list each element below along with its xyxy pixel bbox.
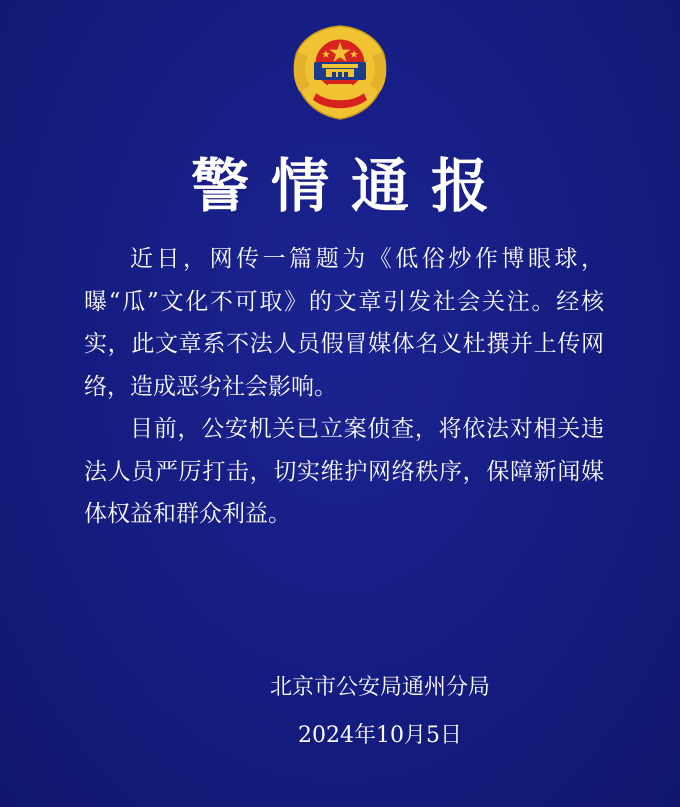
notice-paragraph-2: 目前，公安机关已立案侦查，将依法对相关违法人员严厉打击，切实维护网络秩序，保障新闻媒体权益和群众利益。 <box>84 416 604 527</box>
issue-date: 2024年10月5日 <box>298 723 462 748</box>
notice-paragraph-1: 近日，网传一篇题为《低俗炒作博眼球，曝“瓜”文化不可取》的文章引发社会关注。经核实，此文章系不法人员假冒媒体名义杜撰并上传网络，造成恶劣社会影响。 <box>84 246 604 400</box>
notice-title: 警情通报 <box>190 152 511 220</box>
notice-body <box>84 238 604 536</box>
police-emblem-icon <box>288 22 392 122</box>
issuer-name: 北京市公安局通州分局 <box>269 675 490 700</box>
